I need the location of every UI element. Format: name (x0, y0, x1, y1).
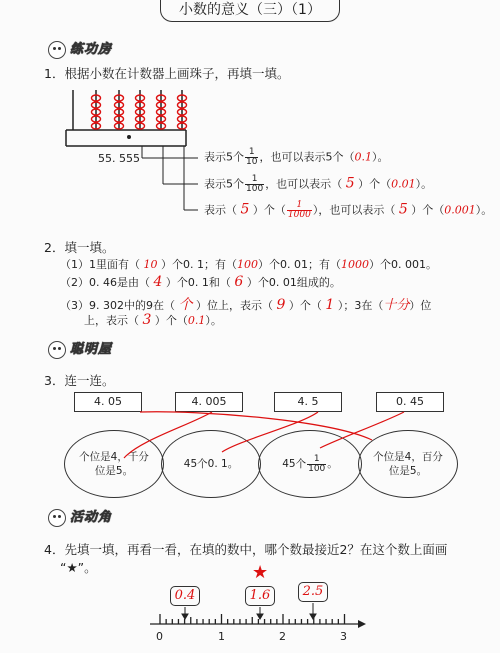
handwritten-answer[interactable]: 100 (237, 258, 258, 271)
handwritten-answer[interactable]: 5 (345, 175, 355, 192)
q4-answer-box-2[interactable]: 1.6 (245, 586, 275, 606)
frac-num[interactable]: 1 (287, 201, 312, 211)
frac-den: 100 (308, 463, 326, 474)
handwritten-answer[interactable]: 1 (325, 297, 335, 313)
q2-l4-b: ）个（ (154, 314, 188, 327)
handwritten-answer[interactable]: 10 (143, 258, 158, 271)
q2-l1-c: ）个0. 01；有（ (258, 258, 341, 271)
frac-num: 1 (307, 455, 326, 465)
q1-line2-text: 表示5个 (204, 177, 244, 191)
handwritten-answer[interactable]: 0.001 (444, 203, 476, 217)
q2-l3-a: （3）9. 302中的9在（ (60, 299, 175, 312)
oval-text: 45个 (282, 458, 307, 470)
oval-suffix: 。 (327, 458, 338, 470)
q3-box-1[interactable]: 4. 05 (74, 392, 142, 412)
q2-l3-e: ）位 (409, 299, 432, 312)
section-label-practice: 练功房 (70, 42, 113, 57)
frac-num: 1 (245, 148, 258, 158)
q4-prompt: 4．先填一填，再看一看，在填的数中，哪个数最接近2？在这个数上面画 (44, 542, 448, 557)
frac-den: 100 (246, 184, 264, 194)
q1-line3-text: 表示 (204, 203, 226, 217)
q1-line3-text2: ，也可以表示 (318, 203, 385, 217)
section-label-smart: 聪明屋 (70, 342, 113, 357)
handwritten-answer[interactable]: 5 (240, 201, 250, 218)
q1-line1-text: 表示5个 (204, 150, 244, 164)
arrow-1-head (182, 614, 188, 619)
frac-den[interactable]: 1000 (287, 210, 311, 220)
q1-line3-ge2: 个 (422, 203, 434, 217)
tick-label-1: 1 (218, 630, 225, 643)
q2-l3-b: ）位上，表示（ (195, 299, 273, 312)
q1-line3: 表示（ 5 ）个（ $\frac{1}{1000}$ ），也可以表示（ 5 ）个（0.001）。 (204, 200, 493, 220)
number-line-arrowhead (358, 620, 366, 628)
q4-answer-box-3[interactable]: 2.5 (298, 582, 328, 602)
q3-prompt: 3．连一连。 (44, 373, 115, 388)
q3-box-3[interactable]: 4. 5 (274, 392, 342, 412)
handwritten-answer[interactable]: 6 (234, 274, 244, 290)
q1-number: 55. 555 (98, 152, 140, 165)
q1-line1: 表示5个 $\frac{1}{10}$ ，也可以表示5个（0.1）。 (204, 147, 389, 167)
handwritten-answer[interactable]: 0.1 (187, 314, 206, 327)
page-title: 小数的意义（三）（1） (160, 0, 340, 22)
tick-label-2: 2 (279, 630, 286, 643)
q1-line3-ge: 个 (263, 203, 275, 217)
handwritten-answer[interactable]: 5 (398, 201, 408, 218)
arrow-3-head (310, 614, 316, 619)
handwritten-answer[interactable]: 个 (178, 297, 193, 313)
tick-label-3: 3 (340, 630, 347, 643)
handwritten-answer[interactable]: 4 (153, 274, 163, 290)
handwritten-answer[interactable]: 0.1 (354, 150, 372, 164)
q4-answer-box-1[interactable]: 0.4 (170, 586, 200, 606)
q2-l3-c: ）个（ (288, 299, 322, 312)
section-label-activity: 活动角 (70, 510, 113, 525)
q3-oval-2[interactable]: 45个0. 1。 (161, 430, 261, 498)
handwritten-answer[interactable]: 十分 (383, 298, 410, 313)
handwritten-answer[interactable]: 1000 (341, 258, 369, 271)
handwritten-answer[interactable]: 9 (276, 297, 286, 313)
q2-l1-d: ）个0. 001。 (369, 258, 437, 271)
star-icon: ★ (252, 562, 269, 583)
q2-l2-b: ）个0. 1和（ (165, 276, 231, 289)
q1-line1-text2: ，也可以表示5个 (259, 150, 344, 164)
q3-oval-1[interactable]: 个位是4，千分位是5。 (64, 430, 164, 498)
q2-l1-b: ）个0. 1；有（ (161, 258, 237, 271)
q2-l2-c: ）个0. 01组成的。 (246, 276, 341, 289)
q3-box-2[interactable]: 4. 005 (175, 392, 243, 412)
q2-l4-c: ）。 (205, 314, 222, 327)
handwritten-answer[interactable]: 0.01 (391, 177, 416, 191)
frac-num: 1 (245, 175, 264, 185)
q1-line2-ge: 个 (369, 177, 381, 191)
handwritten-answer[interactable]: 3 (142, 312, 152, 328)
frac-den: 10 (246, 157, 258, 167)
q2-l2-a: （2）0. 46是由（ (60, 276, 150, 289)
q4-prompt-2: “★”。 (60, 560, 97, 575)
tick-label-0: 0 (156, 630, 163, 643)
arrow-2-head (257, 614, 263, 619)
q1-line2: 表示5个 $\frac{1}{100}$ ，也可以表示（ 5 ）个（0.01）。 (204, 174, 433, 194)
q2-l1-a: （1）1里面有（ (60, 258, 140, 271)
q3-box-4[interactable]: 0. 45 (376, 392, 444, 412)
q1-prompt: 1．根据小数在计数器上画珠子，再填一填。 (44, 66, 290, 81)
q2-l3-d: ）；3在（ (337, 299, 384, 312)
q2-prompt: 2．填一填。 (44, 240, 115, 255)
q1-line2-text2: ，也可以表示 (265, 177, 332, 191)
q2-l4-a: 上，表示（ (84, 314, 139, 327)
q3-oval-4[interactable]: 个位是4，百分位是5。 (358, 430, 458, 498)
